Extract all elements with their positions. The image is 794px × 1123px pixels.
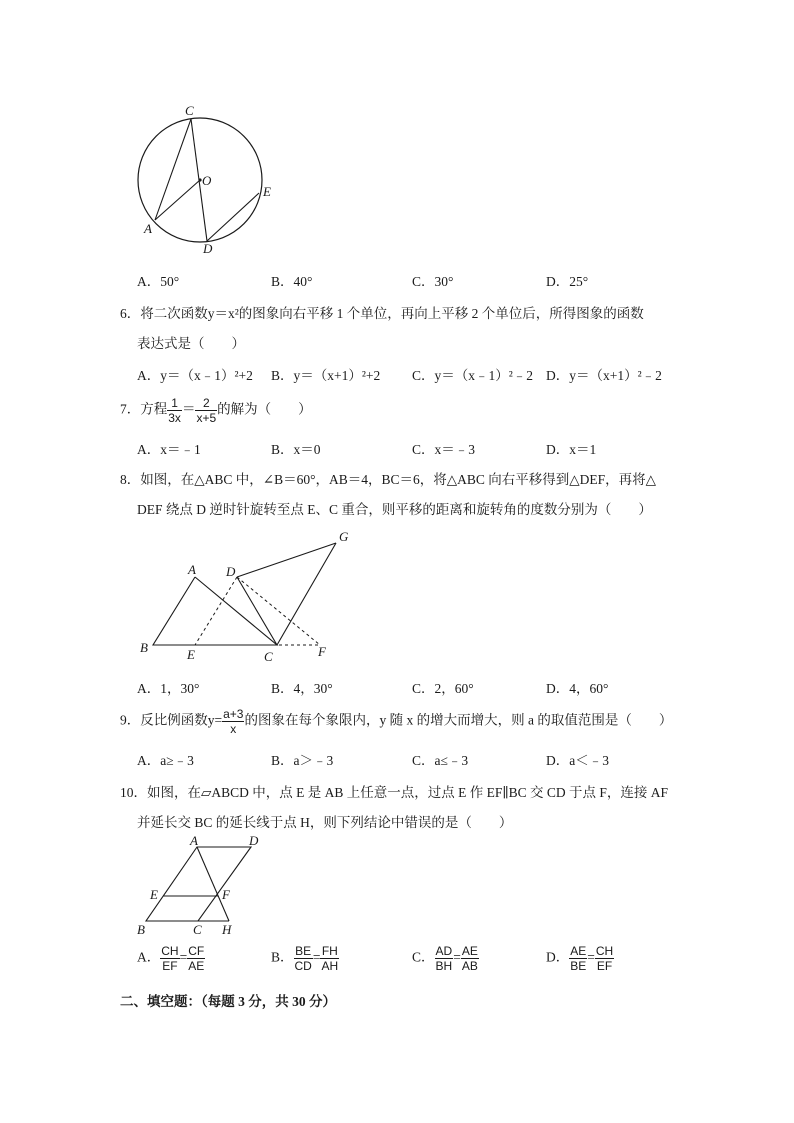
q8-option-b: B．4，30°: [271, 681, 333, 696]
q8-label-d: D: [226, 564, 236, 579]
q6-line2: 表达式是（ ）: [137, 336, 245, 351]
q10-b-d1: CD: [294, 959, 312, 973]
q10-option-d: D． $\frac{AE}{BE}$ = $\frac{CH}{EF}$: [546, 944, 614, 973]
q8-line1: 8．如图，在△ABC 中，∠B＝60°，AB＝4，BC＝6，将△ABC 向右平移得到△DEF，再将△: [120, 472, 657, 487]
q6-option-a: A．y＝（x﹣1）²+2: [137, 368, 253, 383]
q10-label-h: H: [222, 922, 232, 937]
q10-option-a: A． $\frac{CH}{EF}$ = $\frac{CF}{AE}$: [137, 944, 205, 973]
q9-prefix: 9．反比例函数y=: [120, 712, 223, 728]
q8-option-d: D．4，60°: [546, 681, 609, 696]
q10-c-d1: BH: [435, 959, 453, 973]
q5-label-d: D: [203, 241, 213, 256]
q8-label-c: C: [264, 649, 273, 664]
q6-option-c: C．y＝（x﹣1）²﹣2: [412, 368, 534, 383]
q5-option-a: A．50°: [137, 274, 180, 289]
q10-b-n1: BE: [295, 944, 312, 958]
q10-d-n2: CH: [595, 944, 614, 958]
q9-frac-den: x: [230, 722, 237, 736]
q10-a-d1: EF: [162, 959, 178, 973]
q10-option-b: B． $\frac{BE}{CD}$ = $\frac{FH}{AH}$: [271, 944, 339, 973]
q10-option-d-frac1: [569, 944, 587, 973]
q10-b-n2: FH: [321, 944, 338, 958]
q10-label-e: E: [150, 887, 158, 902]
q9-option-b: B．a＞﹣3: [271, 753, 334, 768]
q8-line2: DEF 绕点 D 逆时针旋转至点 E、C 重合，则平移的距离和旋转角的度数分别为（ ）: [137, 502, 652, 517]
q5-option-b: B．40°: [271, 274, 313, 289]
q7-option-a: A．x＝﹣1: [137, 442, 201, 457]
q8-label-a: A: [188, 562, 196, 577]
q5-label-a: A: [144, 221, 152, 236]
q10-c-n1: AD: [435, 944, 453, 958]
q7-frac1-den: 3x: [168, 411, 181, 425]
q7-option-d: D．x＝1: [546, 442, 597, 457]
q6-option-b: B．y＝（x+1）²+2: [271, 368, 381, 383]
q6-option-d: D．y＝（x+1）²﹣2: [546, 368, 662, 383]
q10-option-c: C． $\frac{AD}{BH}$ = $\frac{AE}{AB}$: [412, 944, 478, 973]
q5-label-e: E: [263, 184, 271, 199]
q5-option-d: D．25°: [546, 274, 589, 289]
q8-label-f: F: [318, 644, 326, 659]
q7-frac2-num: 2: [195, 396, 217, 411]
q10-b-d2: AH: [321, 959, 339, 973]
q10-label-f: F: [222, 887, 230, 902]
q10-option-d-frac2: [595, 944, 614, 973]
q10-label-c: C: [193, 922, 202, 937]
q10-c-n2: AE: [461, 944, 478, 958]
q10-option-c-letter: C．: [412, 949, 435, 965]
q10-line1: 10．如图，在▱ABCD 中，点 E 是 AB 上任意一点，过点 E 作 EF∥BC 交 CD 于点 F，连接 AF: [120, 785, 669, 800]
q7-option-c: C．x＝﹣3: [412, 442, 476, 457]
q7-equals: ＝: [181, 401, 196, 417]
q10-option-d-letter: D．: [546, 949, 570, 965]
q10-option-b-frac2: [320, 944, 339, 973]
q9-option-a: A．a≥﹣3: [137, 753, 194, 768]
q8-label-g: G: [339, 529, 349, 544]
q8-option-c: C．2，60°: [412, 681, 474, 696]
q10-option-a-frac1: [160, 944, 179, 973]
q10-label-a: A: [190, 833, 198, 848]
q8-label-b: B: [140, 640, 148, 655]
q9-option-c: C．a≤﹣3: [412, 753, 469, 768]
q10-option-c-frac2: [461, 944, 479, 973]
q10-option-c-frac1: [435, 944, 454, 973]
q9-frac-num: a+3: [223, 707, 244, 721]
q7-suffix: 的解为（ ）: [217, 401, 312, 417]
q10-c-d2: AB: [461, 959, 478, 973]
q10-d-d2: EF: [596, 959, 613, 973]
q5-label-c: C: [185, 103, 194, 118]
q10-a-d2: AE: [188, 959, 205, 973]
q10-option-a-frac2: [187, 944, 205, 973]
q8-label-e: E: [187, 647, 195, 662]
q10-label-b: B: [137, 922, 145, 937]
q10-label-d: D: [249, 833, 259, 848]
q10-a-n1: CH: [161, 944, 179, 958]
q7-prefix: 7．方程: [120, 401, 168, 417]
q5-option-c: C．30°: [412, 274, 454, 289]
q10-option-b-letter: B．: [271, 949, 294, 965]
section-2-title: 二、填空题：（每题 3 分，共 30 分）: [120, 994, 336, 1009]
q10-d-d1: BE: [570, 959, 587, 973]
q10-line2: 并延长交 BC 的延长线于点 H，则下列结论中错误的是（ ）: [137, 815, 513, 830]
q5-label-o: O: [202, 173, 212, 188]
q10-a-n2: CF: [188, 944, 205, 958]
q9-suffix: 的图象在每个象限内，y 随 x 的增大而增大，则 a 的取值范围是（ ）: [244, 712, 673, 728]
q9-option-d: D．a＜﹣3: [546, 753, 609, 768]
q8-option-a: A．1，30°: [137, 681, 200, 696]
q7-option-b: B．x＝0: [271, 442, 321, 457]
q6-line1: 6．将二次函数y＝x²的图象向右平移 1 个单位，再向上平移 2 个单位后，所得图象的函数: [120, 306, 644, 321]
q7-frac1-num: 1: [167, 396, 182, 411]
q10-option-b-frac1: [294, 944, 313, 973]
q10-option-a-letter: A．: [137, 949, 161, 965]
q7-frac2-den: x+5: [196, 411, 217, 425]
q10-d-n1: AE: [570, 944, 587, 958]
